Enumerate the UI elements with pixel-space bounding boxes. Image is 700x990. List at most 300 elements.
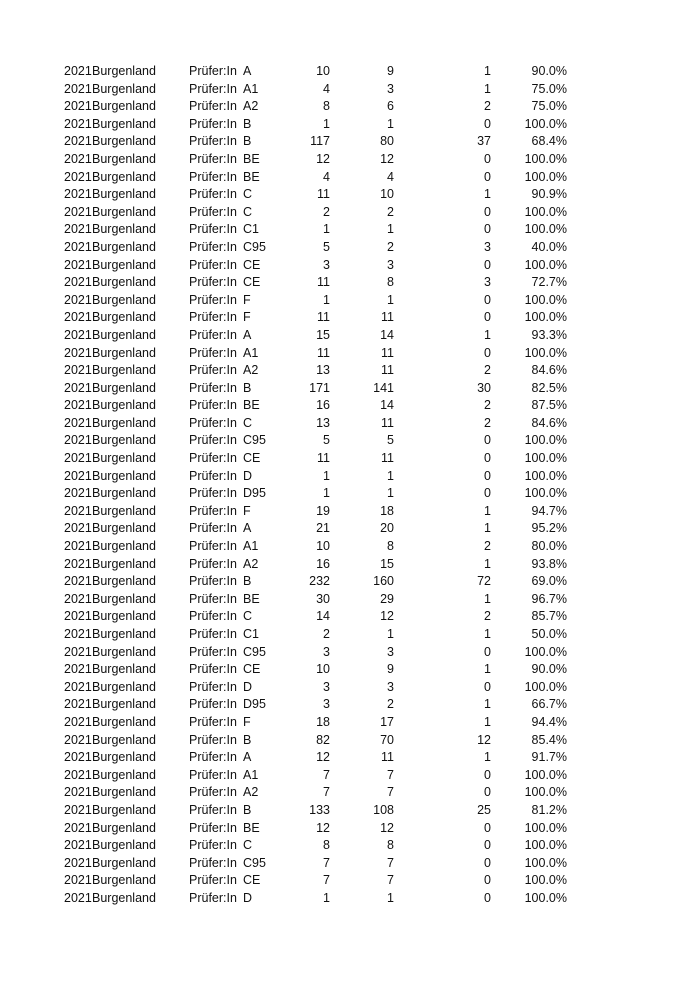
failed-count-cell: 12 xyxy=(477,732,491,747)
pass-rate-cell: 90.0% xyxy=(531,64,567,78)
total-count-cell: 7 xyxy=(323,855,330,870)
license-class-cell: D95 xyxy=(243,697,266,712)
year-cell: 2021 xyxy=(64,750,92,765)
region-cell: Burgenland xyxy=(92,521,156,536)
pass-rate-cell: 69.0% xyxy=(531,574,567,589)
total-count-cell: 16 xyxy=(316,398,330,413)
license-class-cell: A xyxy=(243,521,252,536)
table-row xyxy=(0,239,700,257)
failed-count-cell: 0 xyxy=(484,345,491,360)
license-class-cell: A2 xyxy=(243,99,259,114)
role-cell: Prüfer:In xyxy=(189,363,237,378)
year-cell: 2021 xyxy=(64,310,92,325)
license-class-cell: BE xyxy=(243,398,260,413)
role-cell: Prüfer:In xyxy=(189,802,237,817)
pass-rate-cell: 40.0% xyxy=(531,239,567,254)
table-row xyxy=(0,661,700,679)
role-cell: Prüfer:In xyxy=(189,732,237,747)
region-cell: Burgenland xyxy=(92,134,156,149)
failed-count-cell: 0 xyxy=(484,151,491,166)
failed-count-cell: 3 xyxy=(484,275,491,290)
license-class-cell: C xyxy=(243,415,253,430)
license-class-cell: A2 xyxy=(243,785,259,800)
table-row xyxy=(0,397,700,415)
passed-count-cell: 1 xyxy=(387,222,394,237)
year-cell: 2021 xyxy=(64,890,92,905)
year-cell: 2021 xyxy=(64,187,92,202)
table-row xyxy=(0,468,700,486)
license-class-cell: B xyxy=(243,732,252,747)
year-cell: 2021 xyxy=(64,345,92,360)
failed-count-cell: 2 xyxy=(484,609,491,624)
role-cell: Prüfer:In xyxy=(189,187,237,202)
table-row xyxy=(0,380,700,398)
total-count-cell: 7 xyxy=(323,767,330,782)
pass-rate-cell: 80.0% xyxy=(531,539,567,554)
pass-rate-cell: 50.0% xyxy=(531,627,567,641)
region-cell: Burgenland xyxy=(92,257,156,272)
failed-count-cell: 0 xyxy=(484,257,491,272)
pass-rate-cell: 100.0% xyxy=(524,222,567,237)
failed-count-cell: 1 xyxy=(484,714,491,729)
table-row xyxy=(0,450,700,468)
region-cell: Burgenland xyxy=(92,838,156,853)
total-count-cell: 8 xyxy=(323,838,330,853)
table-row xyxy=(0,151,700,169)
failed-count-cell: 0 xyxy=(484,873,491,888)
license-class-cell: C95 xyxy=(243,644,266,659)
license-class-cell: A1 xyxy=(243,539,259,554)
year-cell: 2021 xyxy=(64,64,92,78)
table-row xyxy=(0,309,700,327)
total-count-cell: 11 xyxy=(317,187,330,202)
failed-count-cell: 1 xyxy=(484,521,491,536)
total-count-cell: 16 xyxy=(316,556,330,571)
region-cell: Burgenland xyxy=(92,890,156,905)
region-cell: Burgenland xyxy=(92,767,156,782)
year-cell: 2021 xyxy=(64,151,92,166)
failed-count-cell: 1 xyxy=(484,556,491,571)
table-row xyxy=(0,327,700,345)
table-row xyxy=(0,644,700,662)
region-cell: Burgenland xyxy=(92,486,156,501)
passed-count-cell: 2 xyxy=(387,697,394,712)
failed-count-cell: 0 xyxy=(484,451,491,466)
passed-count-cell: 9 xyxy=(387,662,394,677)
passed-count-cell: 7 xyxy=(387,767,394,782)
year-cell: 2021 xyxy=(64,363,92,378)
role-cell: Prüfer:In xyxy=(189,662,237,677)
passed-count-cell: 15 xyxy=(380,556,394,571)
failed-count-cell: 0 xyxy=(484,433,491,448)
year-cell: 2021 xyxy=(64,204,92,219)
license-class-cell: B xyxy=(243,134,252,149)
license-class-cell: CE xyxy=(243,257,261,272)
failed-count-cell: 30 xyxy=(477,380,491,395)
pass-rate-cell: 100.0% xyxy=(524,785,567,800)
year-cell: 2021 xyxy=(64,574,92,589)
failed-count-cell: 2 xyxy=(484,539,491,554)
failed-count-cell: 3 xyxy=(484,239,491,254)
table-row xyxy=(0,292,700,310)
table-row xyxy=(0,802,700,820)
passed-count-cell: 6 xyxy=(387,99,394,114)
region-cell: Burgenland xyxy=(92,785,156,800)
license-class-cell: BE xyxy=(243,169,260,184)
year-cell: 2021 xyxy=(64,380,92,395)
table-row xyxy=(0,767,700,785)
license-class-cell: A1 xyxy=(243,767,259,782)
role-cell: Prüfer:In xyxy=(189,451,237,466)
region-cell: Burgenland xyxy=(92,345,156,360)
failed-count-cell: 0 xyxy=(484,767,491,782)
passed-count-cell: 108 xyxy=(373,802,394,817)
role-cell: Prüfer:In xyxy=(189,64,237,78)
region-cell: Burgenland xyxy=(92,415,156,430)
role-cell: Prüfer:In xyxy=(189,81,237,96)
license-class-cell: BE xyxy=(243,151,260,166)
table-row xyxy=(0,485,700,503)
year-cell: 2021 xyxy=(64,451,92,466)
year-cell: 2021 xyxy=(64,327,92,342)
year-cell: 2021 xyxy=(64,503,92,518)
failed-count-cell: 1 xyxy=(484,627,491,641)
total-count-cell: 1 xyxy=(323,222,330,237)
total-count-cell: 4 xyxy=(323,169,330,184)
license-class-cell: A xyxy=(243,327,252,342)
passed-count-cell: 11 xyxy=(381,415,394,430)
year-cell: 2021 xyxy=(64,732,92,747)
license-class-cell: D xyxy=(243,468,253,483)
license-class-cell: B xyxy=(243,802,252,817)
pass-rate-cell: 100.0% xyxy=(524,151,567,166)
pass-rate-cell: 100.0% xyxy=(524,310,567,325)
year-cell: 2021 xyxy=(64,820,92,835)
role-cell: Prüfer:In xyxy=(189,169,237,184)
region-cell: Burgenland xyxy=(92,679,156,694)
role-cell: Prüfer:In xyxy=(189,134,237,149)
passed-count-cell: 18 xyxy=(380,503,394,518)
license-class-cell: F xyxy=(243,310,251,325)
passed-count-cell: 3 xyxy=(387,679,394,694)
region-cell: Burgenland xyxy=(92,820,156,835)
role-cell: Prüfer:In xyxy=(189,151,237,166)
pass-rate-cell: 94.4% xyxy=(531,714,567,729)
table-row xyxy=(0,749,700,767)
license-class-cell: BE xyxy=(243,591,260,606)
year-cell: 2021 xyxy=(64,591,92,606)
table-row xyxy=(0,855,700,873)
passed-count-cell: 70 xyxy=(380,732,394,747)
role-cell: Prüfer:In xyxy=(189,697,237,712)
passed-count-cell: 2 xyxy=(387,239,394,254)
passed-count-cell: 80 xyxy=(380,134,394,149)
role-cell: Prüfer:In xyxy=(189,838,237,853)
pass-rate-cell: 75.0% xyxy=(531,81,567,96)
role-cell: Prüfer:In xyxy=(189,574,237,589)
year-cell: 2021 xyxy=(64,556,92,571)
region-cell: Burgenland xyxy=(92,609,156,624)
region-cell: Burgenland xyxy=(92,187,156,202)
year-cell: 2021 xyxy=(64,99,92,114)
role-cell: Prüfer:In xyxy=(189,750,237,765)
role-cell: Prüfer:In xyxy=(189,239,237,254)
table-row xyxy=(0,837,700,855)
table-row xyxy=(0,204,700,222)
failed-count-cell: 0 xyxy=(484,785,491,800)
pass-rate-cell: 85.7% xyxy=(531,609,567,624)
total-count-cell: 14 xyxy=(316,609,330,624)
year-cell: 2021 xyxy=(64,609,92,624)
region-cell: Burgenland xyxy=(92,363,156,378)
total-count-cell: 12 xyxy=(316,151,330,166)
passed-count-cell: 17 xyxy=(380,714,394,729)
table-row xyxy=(0,714,700,732)
table-row xyxy=(0,415,700,433)
failed-count-cell: 1 xyxy=(484,503,491,518)
role-cell: Prüfer:In xyxy=(189,591,237,606)
role-cell: Prüfer:In xyxy=(189,873,237,888)
license-class-cell: CE xyxy=(243,662,261,677)
license-class-cell: F xyxy=(243,714,251,729)
total-count-cell: 11 xyxy=(317,310,330,325)
role-cell: Prüfer:In xyxy=(189,785,237,800)
license-class-cell: C95 xyxy=(243,433,266,448)
total-count-cell: 3 xyxy=(323,257,330,272)
passed-count-cell: 1 xyxy=(387,116,394,131)
region-cell: Burgenland xyxy=(92,451,156,466)
license-class-cell: C xyxy=(243,204,253,219)
license-class-cell: C xyxy=(243,187,253,202)
table-row xyxy=(0,81,700,99)
pass-rate-cell: 81.2% xyxy=(531,802,567,817)
license-class-cell: D xyxy=(243,890,253,905)
passed-count-cell: 7 xyxy=(387,855,394,870)
passed-count-cell: 160 xyxy=(373,574,394,589)
pass-rate-cell: 95.2% xyxy=(531,521,567,536)
total-count-cell: 232 xyxy=(309,574,330,589)
table-row xyxy=(0,556,700,574)
region-cell: Burgenland xyxy=(92,275,156,290)
table-row xyxy=(0,820,700,838)
region-cell: Burgenland xyxy=(92,169,156,184)
role-cell: Prüfer:In xyxy=(189,222,237,237)
passed-count-cell: 11 xyxy=(381,750,394,765)
license-class-cell: C95 xyxy=(243,239,266,254)
role-cell: Prüfer:In xyxy=(189,275,237,290)
table-row xyxy=(0,169,700,187)
region-cell: Burgenland xyxy=(92,591,156,606)
role-cell: Prüfer:In xyxy=(189,468,237,483)
failed-count-cell: 0 xyxy=(484,116,491,131)
passed-count-cell: 20 xyxy=(380,521,394,536)
pass-rate-cell: 100.0% xyxy=(524,433,567,448)
failed-count-cell: 1 xyxy=(484,697,491,712)
passed-count-cell: 29 xyxy=(380,591,394,606)
year-cell: 2021 xyxy=(64,714,92,729)
role-cell: Prüfer:In xyxy=(189,204,237,219)
passed-count-cell: 10 xyxy=(380,187,394,202)
total-count-cell: 3 xyxy=(323,697,330,712)
role-cell: Prüfer:In xyxy=(189,644,237,659)
role-cell: Prüfer:In xyxy=(189,486,237,501)
year-cell: 2021 xyxy=(64,257,92,272)
year-cell: 2021 xyxy=(64,521,92,536)
year-cell: 2021 xyxy=(64,222,92,237)
passed-count-cell: 8 xyxy=(387,539,394,554)
year-cell: 2021 xyxy=(64,644,92,659)
failed-count-cell: 0 xyxy=(484,468,491,483)
failed-count-cell: 2 xyxy=(484,99,491,114)
year-cell: 2021 xyxy=(64,785,92,800)
year-cell: 2021 xyxy=(64,838,92,853)
total-count-cell: 1 xyxy=(323,486,330,501)
region-cell: Burgenland xyxy=(92,116,156,131)
pass-rate-cell: 93.8% xyxy=(531,556,567,571)
license-class-cell: A2 xyxy=(243,363,259,378)
table-row xyxy=(0,432,700,450)
total-count-cell: 5 xyxy=(323,433,330,448)
table-row xyxy=(0,520,700,538)
pass-rate-cell: 94.7% xyxy=(531,503,567,518)
region-cell: Burgenland xyxy=(92,327,156,342)
pass-rate-cell: 82.5% xyxy=(531,380,567,395)
pass-rate-cell: 100.0% xyxy=(524,820,567,835)
license-class-cell: CE xyxy=(243,275,261,290)
region-cell: Burgenland xyxy=(92,99,156,114)
passed-count-cell: 9 xyxy=(387,64,394,78)
pass-rate-cell: 68.4% xyxy=(531,134,567,149)
year-cell: 2021 xyxy=(64,802,92,817)
table-row xyxy=(0,503,700,521)
license-class-cell: C95 xyxy=(243,855,266,870)
failed-count-cell: 0 xyxy=(484,310,491,325)
total-count-cell: 133 xyxy=(309,802,330,817)
region-cell: Burgenland xyxy=(92,714,156,729)
role-cell: Prüfer:In xyxy=(189,292,237,307)
license-class-cell: CE xyxy=(243,873,261,888)
region-cell: Burgenland xyxy=(92,151,156,166)
role-cell: Prüfer:In xyxy=(189,380,237,395)
passed-count-cell: 12 xyxy=(380,609,394,624)
table-row xyxy=(0,890,700,908)
total-count-cell: 4 xyxy=(323,81,330,96)
year-cell: 2021 xyxy=(64,292,92,307)
region-cell: Burgenland xyxy=(92,697,156,712)
failed-count-cell: 0 xyxy=(484,222,491,237)
total-count-cell: 21 xyxy=(316,521,330,536)
role-cell: Prüfer:In xyxy=(189,521,237,536)
passed-count-cell: 7 xyxy=(387,785,394,800)
region-cell: Burgenland xyxy=(92,750,156,765)
year-cell: 2021 xyxy=(64,275,92,290)
table-row xyxy=(0,133,700,151)
failed-count-cell: 37 xyxy=(477,134,491,149)
total-count-cell: 10 xyxy=(316,64,330,78)
pass-rate-cell: 93.3% xyxy=(531,327,567,342)
passed-count-cell: 1 xyxy=(387,468,394,483)
passed-count-cell: 14 xyxy=(380,327,394,342)
role-cell: Prüfer:In xyxy=(189,415,237,430)
year-cell: 2021 xyxy=(64,433,92,448)
region-cell: Burgenland xyxy=(92,433,156,448)
year-cell: 2021 xyxy=(64,855,92,870)
total-count-cell: 1 xyxy=(323,890,330,905)
year-cell: 2021 xyxy=(64,239,92,254)
region-cell: Burgenland xyxy=(92,556,156,571)
role-cell: Prüfer:In xyxy=(189,767,237,782)
passed-count-cell: 1 xyxy=(387,890,394,905)
failed-count-cell: 0 xyxy=(484,292,491,307)
year-cell: 2021 xyxy=(64,398,92,413)
role-cell: Prüfer:In xyxy=(189,679,237,694)
license-class-cell: C1 xyxy=(243,627,259,641)
pass-rate-cell: 100.0% xyxy=(524,451,567,466)
passed-count-cell: 3 xyxy=(387,81,394,96)
failed-count-cell: 72 xyxy=(477,574,491,589)
pass-rate-cell: 90.0% xyxy=(531,662,567,677)
table-row xyxy=(0,362,700,380)
passed-count-cell: 12 xyxy=(380,820,394,835)
failed-count-cell: 2 xyxy=(484,398,491,413)
total-count-cell: 171 xyxy=(309,380,330,395)
pass-rate-cell: 84.6% xyxy=(531,363,567,378)
license-class-cell: F xyxy=(243,292,251,307)
year-cell: 2021 xyxy=(64,169,92,184)
role-cell: Prüfer:In xyxy=(189,398,237,413)
table-row xyxy=(0,679,700,697)
failed-count-cell: 0 xyxy=(484,820,491,835)
pass-rate-cell: 100.0% xyxy=(524,890,567,905)
region-cell: Burgenland xyxy=(92,627,156,641)
total-count-cell: 82 xyxy=(316,732,330,747)
pass-rate-cell: 100.0% xyxy=(524,838,567,853)
total-count-cell: 117 xyxy=(310,134,330,149)
pass-rate-cell: 100.0% xyxy=(524,169,567,184)
region-cell: Burgenland xyxy=(92,802,156,817)
total-count-cell: 7 xyxy=(323,785,330,800)
passed-count-cell: 8 xyxy=(387,275,394,290)
pass-rate-cell: 100.0% xyxy=(524,644,567,659)
license-class-cell: C xyxy=(243,838,253,853)
role-cell: Prüfer:In xyxy=(189,116,237,131)
pass-rate-cell: 75.0% xyxy=(531,99,567,114)
passed-count-cell: 3 xyxy=(387,644,394,659)
license-class-cell: B xyxy=(243,116,252,131)
year-cell: 2021 xyxy=(64,662,92,677)
total-count-cell: 15 xyxy=(316,327,330,342)
pass-rate-cell: 100.0% xyxy=(524,767,567,782)
region-cell: Burgenland xyxy=(92,398,156,413)
license-class-cell: B xyxy=(243,574,252,589)
role-cell: Prüfer:In xyxy=(189,609,237,624)
region-cell: Burgenland xyxy=(92,380,156,395)
failed-count-cell: 1 xyxy=(484,64,491,78)
passed-count-cell: 2 xyxy=(387,204,394,219)
license-class-cell: B xyxy=(243,380,252,395)
license-class-cell: BE xyxy=(243,820,260,835)
pass-rate-cell: 100.0% xyxy=(524,486,567,501)
passed-count-cell: 11 xyxy=(381,345,394,360)
region-cell: Burgenland xyxy=(92,81,156,96)
failed-count-cell: 1 xyxy=(484,327,491,342)
total-count-cell: 1 xyxy=(323,116,330,131)
region-cell: Burgenland xyxy=(92,310,156,325)
passed-count-cell: 7 xyxy=(387,873,394,888)
role-cell: Prüfer:In xyxy=(189,503,237,518)
table-row xyxy=(0,573,700,591)
region-cell: Burgenland xyxy=(92,644,156,659)
